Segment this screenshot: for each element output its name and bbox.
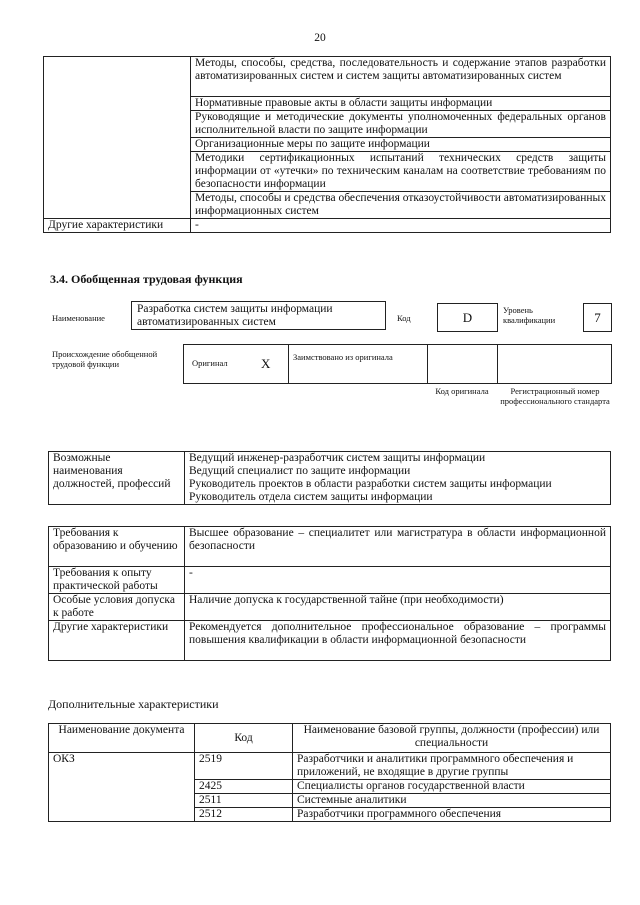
- positions-label: Возможные наименования должностей, профессий: [49, 452, 185, 505]
- doc-name: ОКЗ: [49, 753, 195, 822]
- knowledge-item: Нормативные правовые акты в области защиты информации: [191, 97, 611, 111]
- code-label: Код: [397, 313, 411, 323]
- knowledge-item: Методы, способы, средства, последовательность и содержание этапов разработки автоматизированных систем и систем защиты автоматизированных систем: [191, 57, 611, 97]
- other-characteristics-label: Другие характеристики: [44, 219, 191, 233]
- table-row: [49, 621, 611, 661]
- borrowed-label: Заимствовано из оригинала: [293, 352, 393, 362]
- code-caption: Код оригинала: [435, 386, 489, 396]
- table-cell-empty: [44, 57, 191, 219]
- additional-title: Дополнительные характеристики: [48, 697, 219, 711]
- knowledge-item: Методики сертификационных испытаний технических средств защиты информации от «утечки» по техническим каналам на соответствие требованиям по безопасности информации: [191, 152, 611, 192]
- divider: [497, 345, 498, 383]
- list-item: Руководитель отдела систем защиты информации: [189, 491, 433, 503]
- requirement-value: Высшее образование – специалитет или магистратура в области информационной безопасности: [185, 527, 611, 567]
- level-value: 7: [583, 303, 612, 332]
- table-row: [49, 753, 611, 780]
- requirement-value: -: [185, 567, 611, 594]
- list-item: Руководитель проектов в области разработки систем защиты информации: [189, 478, 552, 490]
- positions-table: [48, 451, 611, 505]
- table-row: [49, 452, 611, 505]
- level-label: Уровень квалификации: [503, 305, 556, 325]
- reg-caption: Регистрационный номер профессионального стандарта: [500, 386, 610, 406]
- knowledge-item: Организационные меры по защите информации: [191, 138, 611, 152]
- divider: [288, 345, 289, 383]
- table-row: [44, 57, 611, 97]
- okz-code: 2511: [195, 794, 293, 808]
- knowledge-item: Методы, способы и средства обеспечения отказоустойчивости автоматизированных информационных систем: [191, 192, 611, 219]
- original-label: Оригинал: [192, 358, 228, 368]
- header-code: Код: [195, 724, 293, 753]
- original-mark: X: [261, 356, 271, 371]
- requirement-label: Требования к образованию и обучению: [49, 527, 185, 567]
- divider: [427, 345, 428, 383]
- list-item: Ведущий инженер-разработчик систем защиты информации: [189, 452, 486, 464]
- function-name: Разработка систем защиты информации автоматизированных систем: [131, 301, 386, 330]
- requirement-label: Особые условия допуска к работе: [49, 594, 185, 621]
- okz-name: Системные аналитики: [293, 794, 611, 808]
- requirement-value: Наличие допуска к государственной тайне (при необходимости): [185, 594, 611, 621]
- positions-list: [185, 452, 611, 505]
- okz-name: Разработчики программного обеспечения: [293, 808, 611, 822]
- okz-code: 2512: [195, 808, 293, 822]
- knowledge-item: Руководящие и методические документы уполномоченных федеральных органов исполнительной власти по защите информации: [191, 111, 611, 138]
- origin-label: Происхождение обобщенной трудовой функции: [52, 349, 158, 369]
- table-row: [49, 527, 611, 567]
- knowledge-table: [43, 56, 611, 233]
- okz-name: Специалисты органов государственной власти: [293, 780, 611, 794]
- table-row: [44, 219, 611, 233]
- okz-code: 2519: [195, 753, 293, 780]
- requirements-table: [48, 526, 611, 661]
- header-group-name: Наименование базовой группы, должности (профессии) или специальности: [293, 724, 611, 753]
- other-characteristics-value: -: [191, 219, 611, 233]
- naming-label: Наименование: [52, 313, 105, 323]
- code-value: D: [437, 303, 498, 332]
- section-title: 3.4. Обобщенная трудовая функция: [50, 272, 243, 286]
- list-item: Ведущий специалист по защите информации: [189, 465, 411, 477]
- okz-name: Разработчики и аналитики программного обеспечения и приложений, не входящие в другие группы: [293, 753, 611, 780]
- header-doc-name: Наименование документа: [49, 724, 195, 753]
- okz-code: 2425: [195, 780, 293, 794]
- requirement-value: Рекомендуется дополнительное профессиональное образование – программы повышения квалификации в области информационной безопасности: [185, 621, 611, 661]
- table-row: [49, 594, 611, 621]
- origin-box: [183, 344, 612, 384]
- requirement-label: Требования к опыту практической работы: [49, 567, 185, 594]
- page-number: 20: [314, 32, 326, 44]
- additional-table: [48, 723, 611, 822]
- requirement-label: Другие характеристики: [49, 621, 185, 661]
- table-row: [49, 567, 611, 594]
- table-header-row: [49, 724, 611, 753]
